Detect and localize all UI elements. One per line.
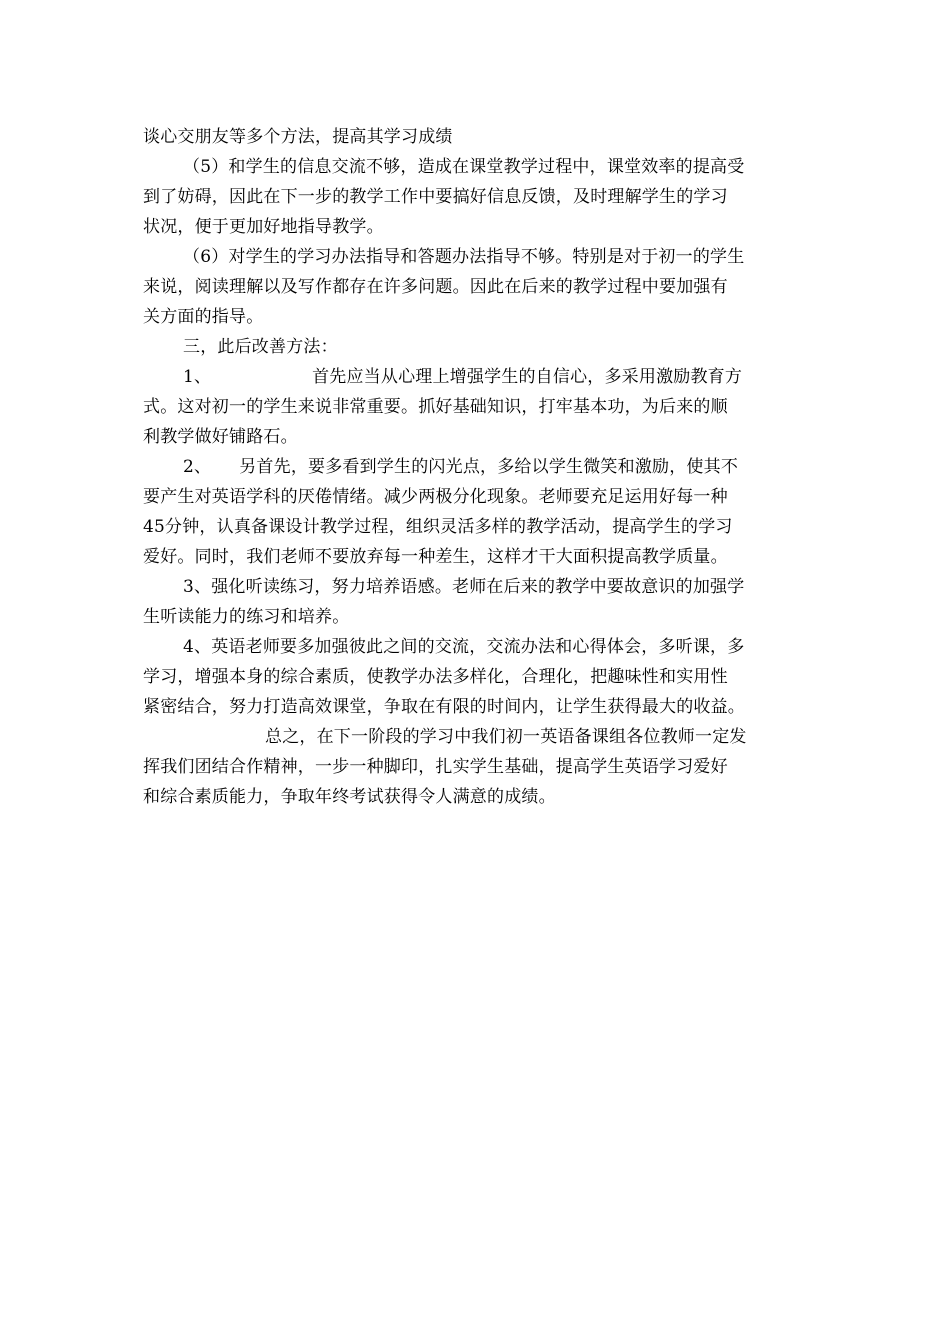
text-line: 3、强化听读练习，努力培养语感。老师在后来的教学中要故意识的加强学 [183,577,745,597]
text-line: 关方面的指导。 [143,307,264,327]
text-line: 紧密结合，努力打造高效课堂，争取在有限的时间内，让学生获得最大的收益。 [143,697,745,717]
section-heading: 三，此后改善方法： [183,337,338,357]
text-line: 45分钟，认真备课设计教学过程，组织灵活多样的教学活动，提高学生的学习 [143,517,733,537]
text-line: 利教学做好铺路石。 [143,427,298,447]
text-line: 4、英语老师要多加强彼此之间的交流，交流办法和心得体会，多听课，多 [183,637,745,657]
text-line: 挥我们团结合作精神，一步一种脚印，扎实学生基础，提高学生英语学习爱好 [143,757,728,777]
text-line: （5）和学生的信息交流不够，造成在课堂教学过程中，课堂效率的提高受 [183,157,745,177]
text-line: 和综合素质能力，争取年终考试获得令人满意的成绩。 [143,787,556,807]
text-line: 生听读能力的练习和培养。 [143,607,350,627]
text-line: 来说，阅读理解以及写作都存在许多问题。因此在后来的教学过程中要加强有 [143,277,728,297]
text-line: 谈心交朋友等多个方法，提高其学习成绩 [143,127,453,147]
text-line: 总之，在下一阶段的学习中我们初一英语备课组各位教师一定发 [265,727,747,747]
text-line: （6）对学生的学习办法指导和答题办法指导不够。特别是对于初一的学生 [183,247,745,267]
text-line: 学习，增强本身的综合素质，使教学办法多样化，合理化，把趣味性和实用性 [143,667,728,687]
text-line: 式。这对初一的学生来说非常重要。抓好基础知识，打牢基本功，为后来的顺 [143,397,728,417]
text-line: 要产生对英语学科的厌倦情绪。减少两极分化现象。老师要充足运用好每一种 [143,487,728,507]
text-line: 2、 另首先，要多看到学生的闪光点，多给以学生微笑和激励，使其不 [183,457,739,477]
text-line: 到了妨碍，因此在下一步的教学工作中要搞好信息反馈，及时理解学生的学习 [143,187,728,207]
text-line: 爱好。同时，我们老师不要放弃每一种差生，这样才干大面积提高教学质量。 [143,547,728,567]
text-line: 状况，便于更加好地指导教学。 [143,217,384,237]
text-line: 1、 首先应当从心理上增强学生的自信心，多采用激励教育方 [183,367,743,387]
